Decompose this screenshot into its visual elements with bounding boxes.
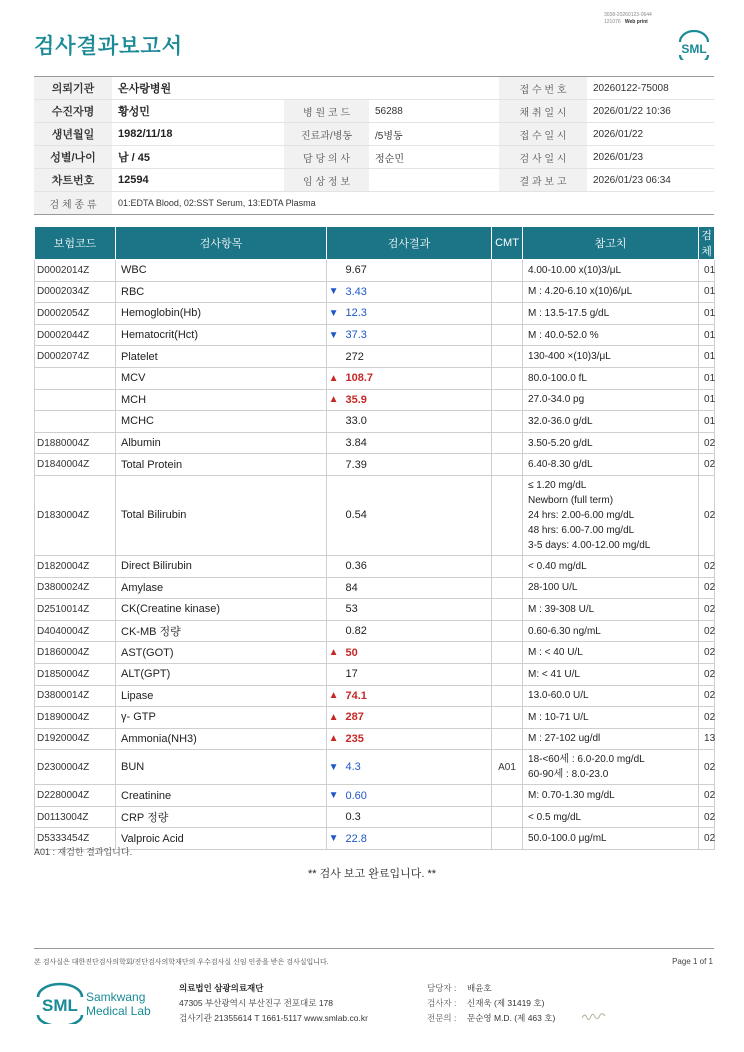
reference-range [523, 577, 699, 599]
reference-line: 3-5 days: 4.00-12.00 mg/dL [528, 539, 651, 551]
flag-cell [327, 806, 342, 828]
low-flag-icon: ▼ [327, 750, 342, 785]
test-result: 7.39 [342, 454, 492, 476]
sex-age-value: 남 / 45 [112, 146, 284, 169]
reference-line: 27.0-34.0 pg [528, 394, 585, 406]
reference-range [523, 432, 699, 454]
reference-range [523, 475, 699, 555]
specimen-code: 01 [699, 367, 715, 389]
test-item: AST(GOT) [116, 642, 327, 664]
high-flag-icon: ▲ [327, 389, 342, 411]
table-row [35, 454, 715, 476]
flag-cell [327, 577, 342, 599]
test-result: 0.82 [342, 620, 492, 642]
insurance-code: D1890004Z [35, 707, 116, 729]
reference-range [523, 346, 699, 368]
results-header-row [35, 227, 715, 260]
flag-cell [327, 475, 342, 555]
reference-range [523, 411, 699, 433]
reference-range [523, 281, 699, 303]
hospital-value: 온사랑병원 [112, 77, 284, 100]
insurance-code: D3800014Z [35, 685, 116, 707]
test-result: 50 [342, 642, 492, 664]
test-result: 108.7 [342, 367, 492, 389]
col-cmt: CMT [492, 227, 523, 260]
cmt-code [492, 432, 523, 454]
hosp-code-value: 56288 [369, 100, 499, 123]
flag-cell [327, 663, 342, 685]
reference-line: M : 39-308 U/L [528, 603, 595, 615]
sml-logo-text: SML [681, 42, 707, 56]
test-result: 0.54 [342, 475, 492, 555]
chart-no-value: 12594 [112, 169, 284, 192]
cmt-code [492, 367, 523, 389]
reference-range [523, 324, 699, 346]
insurance-code [35, 367, 116, 389]
reference-range [523, 260, 699, 282]
test-item: BUN [116, 750, 327, 785]
test-result: 4.3 [342, 750, 492, 785]
report-label: 결 과 보 고 [499, 169, 587, 192]
cmt-code [492, 785, 523, 807]
reference-line: 4.00-10.00 x(10)3/μL [528, 264, 622, 276]
reference-line: M : 13.5-17.5 g/dL [528, 307, 610, 319]
test-result: 0.60 [342, 785, 492, 807]
cmt-code [492, 685, 523, 707]
specimen-code: 02 [699, 642, 715, 664]
clinical-label: 임 상 정 보 [284, 169, 369, 192]
test-result: 17 [342, 663, 492, 685]
table-row [35, 642, 715, 664]
dept-value: /5병동 [369, 123, 499, 146]
reference-line: 50.0-100.0 μg/mL [528, 833, 607, 845]
reference-line: M : 40.0-52.0 % [528, 329, 599, 341]
table-row [35, 785, 715, 807]
cmt-code [492, 707, 523, 729]
footer-divider [34, 948, 714, 949]
test-item: Valproic Acid [116, 828, 327, 850]
info-row [34, 77, 714, 100]
specimen-code: 01 [699, 324, 715, 346]
high-flag-icon: ▲ [327, 642, 342, 664]
table-row [35, 367, 715, 389]
specimen-code: 02 [699, 828, 715, 850]
reference-line: < 0.40 mg/dL [528, 560, 587, 572]
info-row [34, 146, 714, 169]
table-row [35, 555, 715, 577]
reference-line: 32.0-36.0 g/dL [528, 415, 593, 427]
test-result: 287 [342, 707, 492, 729]
logo-sml-text: SML [42, 996, 78, 1015]
col-item: 검사항목 [116, 227, 327, 260]
table-row [35, 728, 715, 750]
insurance-code: D4040004Z [35, 620, 116, 642]
test-result: 12.3 [342, 303, 492, 325]
staff-row: 검사자 : 신재욱 (제 31419 호) [427, 998, 545, 1008]
info-row [34, 169, 714, 192]
test-item: Total Bilirubin [116, 475, 327, 555]
reference-line: ≤ 1.20 mg/dL [528, 479, 587, 491]
test-item: Hematocrit(Hct) [116, 324, 327, 346]
test-item: Lipase [116, 685, 327, 707]
chart-no-label: 차트번호 [34, 169, 112, 192]
reference-line: Newborn (full term) [528, 494, 614, 506]
table-row [35, 620, 715, 642]
insurance-code: D0002044Z [35, 324, 116, 346]
insurance-code: D1820004Z [35, 555, 116, 577]
reference-range [523, 750, 699, 785]
flag-cell [327, 599, 342, 621]
reference-line: 18-<60세 : 6.0-20.0 mg/dL [528, 754, 645, 766]
insurance-code: D1850004Z [35, 663, 116, 685]
recv-no-label: 접 수 번 호 [499, 77, 587, 100]
test-item: ALT(GPT) [116, 663, 327, 685]
reference-line: 28-100 U/L [528, 582, 578, 594]
low-flag-icon: ▼ [327, 785, 342, 807]
reference-range [523, 555, 699, 577]
reference-range [523, 642, 699, 664]
staff-info [427, 981, 555, 1026]
results-body [35, 260, 715, 850]
reference-line: 80.0-100.0 fL [528, 372, 587, 384]
insurance-code: D0002054Z [35, 303, 116, 325]
sml-logo-icon [675, 30, 713, 60]
info-row [34, 192, 714, 215]
test-item: Total Protein [116, 454, 327, 476]
insurance-code: D0002034Z [35, 281, 116, 303]
staff-row: 담당자 : 배윤호 [427, 983, 492, 993]
test-result: 84 [342, 577, 492, 599]
col-result: 검사결과 [327, 227, 492, 260]
brand-line1: Samkwang [86, 990, 146, 1004]
insurance-code: D3800024Z [35, 577, 116, 599]
specimen-code: 02 [699, 454, 715, 476]
test-item: Direct Bilirubin [116, 555, 327, 577]
high-flag-icon: ▲ [327, 685, 342, 707]
cmt-code [492, 281, 523, 303]
cmt-code [492, 828, 523, 850]
insurance-code: D0002074Z [35, 346, 116, 368]
specimen-code: 02 [699, 432, 715, 454]
clinical-value [369, 169, 499, 192]
table-row [35, 750, 715, 785]
cmt-code [492, 663, 523, 685]
reference-line: M: 0.70-1.30 mg/dL [528, 790, 615, 802]
specimen-code: 02 [699, 555, 715, 577]
hosp-code-label: 병 원 코 드 [284, 100, 369, 123]
test-result: 37.3 [342, 324, 492, 346]
specimen-code: 02 [699, 806, 715, 828]
specimen-code: 01 [699, 346, 715, 368]
specimen-label: 검 체 종 류 [34, 192, 112, 215]
reference-range [523, 367, 699, 389]
insurance-code: D0113004Z [35, 806, 116, 828]
table-row [35, 346, 715, 368]
report-complete-text: ** 검사 보고 완료입니다. ** [307, 868, 437, 880]
test-result: 74.1 [342, 685, 492, 707]
low-flag-icon: ▼ [327, 303, 342, 325]
test-item: RBC [116, 281, 327, 303]
table-row [35, 260, 715, 282]
table-row [35, 685, 715, 707]
cmt-code [492, 389, 523, 411]
recv-date-value: 2026/01/22 [587, 123, 714, 146]
test-result: 35.9 [342, 389, 492, 411]
insurance-code: D1920004Z [35, 728, 116, 750]
reference-line: < 0.5 mg/dL [528, 811, 582, 823]
specimen-value: 01:EDTA Blood, 02:SST Serum, 13:EDTA Plasma [112, 192, 714, 215]
flag-cell [327, 620, 342, 642]
certification-text: 본 검사실은 대한진단검사의학회/진단검사의학재단의 우수검사실 신임 인증을 받은 검사실입니다. [34, 959, 329, 966]
reference-line: M : 4.20-6.10 x(10)6/μL [528, 286, 633, 298]
test-result: 0.36 [342, 555, 492, 577]
reference-range [523, 663, 699, 685]
flag-cell [327, 411, 342, 433]
high-flag-icon: ▲ [327, 707, 342, 729]
reference-line: 13.0-60.0 U/L [528, 690, 589, 702]
test-item: MCV [116, 367, 327, 389]
signature-icon [580, 1010, 608, 1022]
test-item: γ- GTP [116, 707, 327, 729]
insurance-code: D1830004Z [35, 475, 116, 555]
reference-line: 24 hrs: 2.00-6.00 mg/dL [528, 509, 635, 521]
cmt-code [492, 555, 523, 577]
info-row [34, 123, 714, 146]
test-result: 9.67 [342, 260, 492, 282]
reference-line: 48 hrs: 6.00-7.00 mg/dL [528, 524, 635, 536]
recv-no-value: 20260122-75008 [587, 77, 714, 100]
info-row [34, 100, 714, 123]
reference-line: 6.40-8.30 g/dL [528, 459, 593, 471]
test-result: 22.8 [342, 828, 492, 850]
insurance-code: D1860004Z [35, 642, 116, 664]
flag-cell [327, 346, 342, 368]
insurance-code: D0002014Z [35, 260, 116, 282]
cmt-code [492, 577, 523, 599]
specimen-code: 02 [699, 750, 715, 785]
cmt-code [492, 599, 523, 621]
test-item: Albumin [116, 432, 327, 454]
page-title: 검사결과보고서 [34, 34, 184, 58]
specimen-code: 01 [699, 411, 715, 433]
test-item: WBC [116, 260, 327, 282]
dept-label: 진료과/병동 [284, 123, 369, 146]
test-result: 235 [342, 728, 492, 750]
cmt-code [492, 303, 523, 325]
sex-age-label: 성별/나이 [34, 146, 112, 169]
reference-range [523, 620, 699, 642]
brand-line2: Medical Lab [86, 1004, 151, 1018]
table-row [35, 806, 715, 828]
reference-line: 0.60-6.30 ng/mL [528, 625, 601, 637]
test-date-value: 2026/01/23 [587, 146, 714, 169]
test-result: 3.84 [342, 432, 492, 454]
reference-range [523, 806, 699, 828]
specimen-code: 01 [699, 260, 715, 282]
table-row [35, 324, 715, 346]
test-item: CK-MB 정량 [116, 620, 327, 642]
test-date-label: 검 사 일 시 [499, 146, 587, 169]
specimen-code: 02 [699, 707, 715, 729]
specimen-code: 02 [699, 685, 715, 707]
col-ref: 참고치 [523, 227, 699, 260]
table-row [35, 281, 715, 303]
test-item: CRP 정량 [116, 806, 327, 828]
specimen-code: 01 [699, 303, 715, 325]
dob-label: 생년월일 [34, 123, 112, 146]
table-row [35, 577, 715, 599]
high-flag-icon: ▲ [327, 367, 342, 389]
test-result: 33.0 [342, 411, 492, 433]
specimen-code: 13 [699, 728, 715, 750]
flag-cell [327, 432, 342, 454]
specimen-code: 02 [699, 475, 715, 555]
page-number: Page 1 of 1 [672, 957, 713, 966]
test-item: MCH [116, 389, 327, 411]
test-result: 272 [342, 346, 492, 368]
reference-range [523, 828, 699, 850]
document-id-line1: 3038-20260123-0644 [604, 12, 652, 18]
high-flag-icon: ▲ [327, 728, 342, 750]
reference-line: M : 27-102 ug/dl [528, 733, 601, 745]
reference-range [523, 707, 699, 729]
table-row [35, 389, 715, 411]
test-result: 3.43 [342, 281, 492, 303]
table-row [35, 432, 715, 454]
reference-range [523, 454, 699, 476]
cmt-code [492, 620, 523, 642]
specimen-code: 02 [699, 785, 715, 807]
table-row [35, 828, 715, 850]
web-print-label: Web print [624, 19, 648, 25]
doctor-value: 정순민 [369, 146, 499, 169]
flag-cell [327, 454, 342, 476]
collect-label: 채 취 일 시 [499, 100, 587, 123]
table-row [35, 411, 715, 433]
test-item: Platelet [116, 346, 327, 368]
patient-label: 수진자명 [34, 100, 112, 123]
table-row [35, 599, 715, 621]
test-item: MCHC [116, 411, 327, 433]
recv-date-label: 접 수 일 시 [499, 123, 587, 146]
reference-line: 130-400 ×(10)3/μL [528, 351, 611, 363]
cmt-code [492, 411, 523, 433]
reference-line: M : < 40 U/L [528, 647, 583, 659]
insurance-code: D1840004Z [35, 454, 116, 476]
reference-range [523, 685, 699, 707]
insurance-code: D5333454Z [35, 828, 116, 850]
insurance-code: D1880004Z [35, 432, 116, 454]
patient-value: 황성민 [112, 100, 284, 123]
document-id [604, 12, 652, 26]
test-result: 0.3 [342, 806, 492, 828]
test-item: Hemoglobin(Hb) [116, 303, 327, 325]
table-row [35, 303, 715, 325]
reference-line: 60-90세 : 8.0-23.0 [528, 769, 609, 781]
reference-range [523, 389, 699, 411]
flag-cell [327, 555, 342, 577]
cmt-code [492, 324, 523, 346]
col-specimen: 검체 [699, 227, 715, 260]
insurance-code [35, 389, 116, 411]
reference-range [523, 728, 699, 750]
cmt-code [492, 346, 523, 368]
col-code: 보험코드 [35, 227, 116, 260]
collect-value: 2026/01/22 10:36 [587, 100, 714, 123]
test-result: 53 [342, 599, 492, 621]
organization-info [179, 981, 368, 1026]
reference-range [523, 785, 699, 807]
reference-range [523, 599, 699, 621]
cmt-code [492, 728, 523, 750]
specimen-code: 01 [699, 389, 715, 411]
reference-range [523, 303, 699, 325]
cmt-code [492, 642, 523, 664]
reference-line: M: < 41 U/L [528, 668, 580, 680]
cmt-code [492, 260, 523, 282]
cmt-code [492, 806, 523, 828]
staff-row: 전문의 : 문순영 M.D. (제 463 호) [427, 1013, 556, 1023]
cmt-code [492, 454, 523, 476]
hospital-label: 의뢰기관 [34, 77, 112, 100]
insurance-code: D2300004Z [35, 750, 116, 785]
specimen-code: 02 [699, 577, 715, 599]
doctor-label: 담 당 의 사 [284, 146, 369, 169]
samkwang-logo-icon [34, 982, 194, 1024]
table-row [35, 663, 715, 685]
cmt-code [492, 475, 523, 555]
table-row [35, 707, 715, 729]
test-item: Amylase [116, 577, 327, 599]
specimen-code: 01 [699, 281, 715, 303]
reference-line: M : 10-71 U/L [528, 711, 589, 723]
patient-info-table [34, 76, 714, 215]
test-item: Creatinine [116, 785, 327, 807]
results-table [34, 226, 715, 850]
dob-value: 1982/11/18 [112, 123, 284, 146]
specimen-code: 02 [699, 599, 715, 621]
report-value: 2026/01/23 06:34 [587, 169, 714, 192]
org-address: 47305 부산광역시 부산진구 전포대로 178 [179, 998, 334, 1008]
specimen-code: 02 [699, 620, 715, 642]
cmt-code: A01 [492, 750, 523, 785]
table-row [35, 475, 715, 555]
insurance-code [35, 411, 116, 433]
test-item: CK(Creatine kinase) [116, 599, 327, 621]
specimen-code: 02 [699, 663, 715, 685]
cmt-note: A01 : 재검한 결과입니다. [34, 847, 133, 857]
low-flag-icon: ▼ [327, 828, 342, 850]
flag-cell [327, 260, 342, 282]
reference-line: 3.50-5.20 g/dL [528, 437, 593, 449]
low-flag-icon: ▼ [327, 324, 342, 346]
insurance-code: D2510014Z [35, 599, 116, 621]
low-flag-icon: ▼ [327, 281, 342, 303]
org-name: 의료법인 삼광의료재단 [179, 983, 264, 993]
test-item: Ammonia(NH3) [116, 728, 327, 750]
org-contact: 검사기관 21355614 T 1661-5117 www.smlab.co.kr [179, 1013, 368, 1023]
insurance-code: D2280004Z [35, 785, 116, 807]
document-id-code: 121076 [604, 19, 621, 25]
